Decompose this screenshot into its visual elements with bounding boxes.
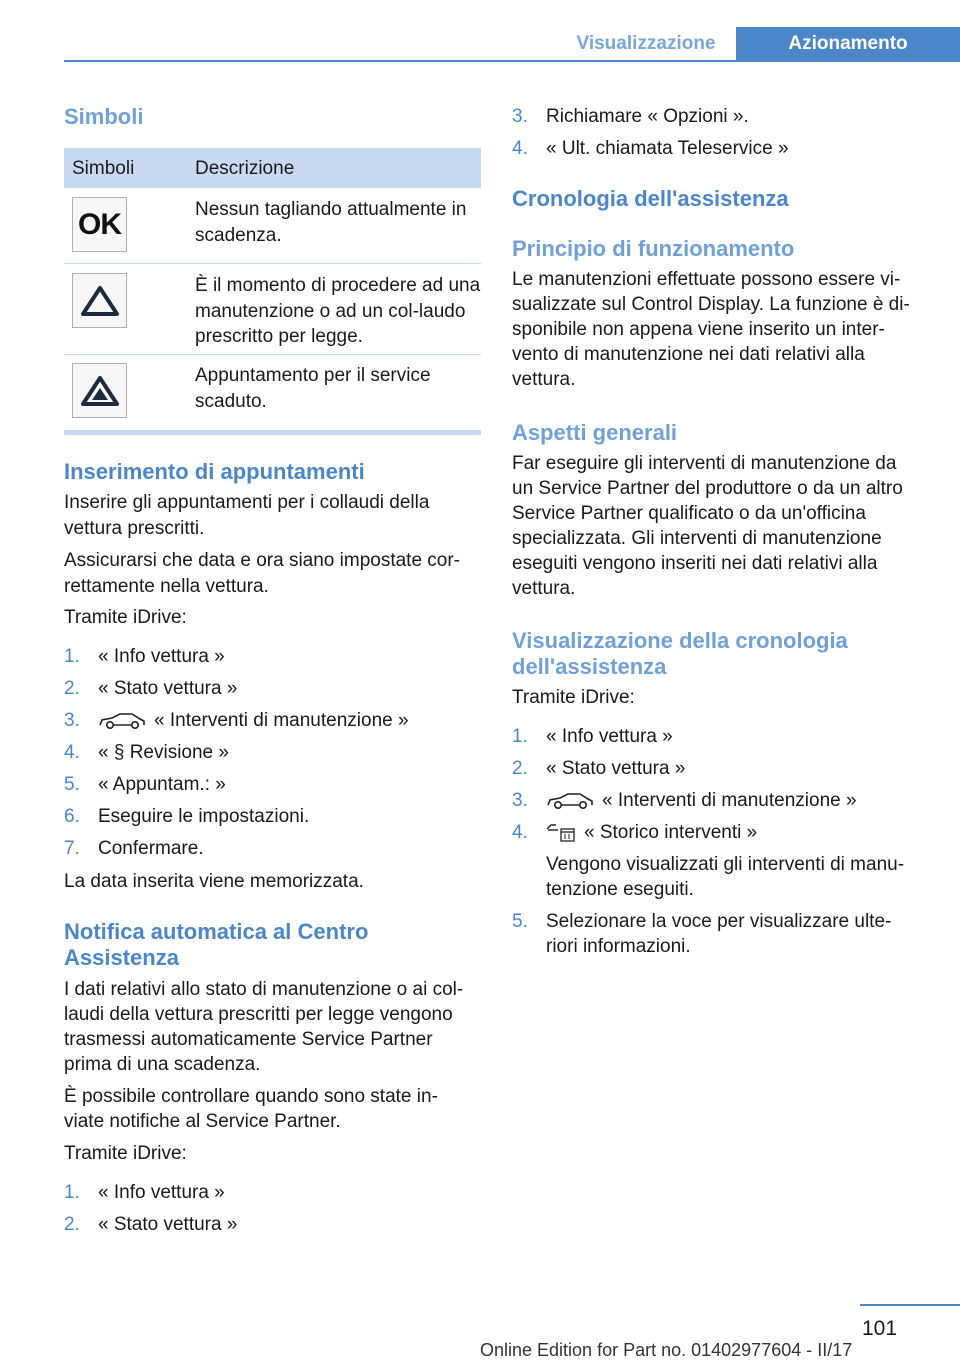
principle-line: vento di manutenzione nei dati relativi alla [512, 344, 865, 365]
general-line: vettura. [512, 578, 576, 599]
list-item: 4. « Ult. chiamata Teleservice » [512, 138, 789, 159]
notify-paragraph-1-line: I dati relativi allo stato di manutenzione o ai col- [64, 979, 464, 1000]
list-item: 5. « Appuntam.: » [64, 774, 226, 795]
footer-edition: Online Edition for Part no. 01402977604 - II/17 [480, 1340, 853, 1360]
list-item: 1. « Info vettura » [64, 646, 225, 667]
table-row [64, 355, 481, 431]
header-tab-azionamento[interactable]: Azionamento [736, 27, 960, 60]
list-item: 2. « Stato vettura » [512, 758, 686, 779]
principle-line: sponibile non appena viene inserito un inter- [512, 319, 885, 340]
list-item: 4. « § Revisione » [64, 742, 229, 763]
ok-icon: OK [72, 197, 127, 252]
display-title-line-2: dell'assistenza [512, 654, 667, 679]
teleservice-steps [512, 104, 928, 168]
list-item: 1. « Info vettura » [512, 726, 673, 747]
display-step4-sub-line: Vengono visualizzati gli interventi di manu- [546, 854, 905, 875]
list-item: 6. Eseguire le impostazioni. [64, 806, 310, 827]
general-title: Aspetti generali [512, 420, 678, 445]
list-item: 7. Confermare. [64, 838, 204, 859]
appointments-paragraph-2: Assicurarsi che data e ora siano impostate cor-rettamente nella vettura. [64, 550, 461, 597]
table-header-description: Descrizione [195, 158, 295, 179]
principle-line: Le manutenzioni effettuate possono essere vi- [512, 269, 901, 290]
display-step5-number: 5. [512, 911, 528, 932]
principle-line: vettura. [512, 369, 576, 390]
table-row [64, 188, 481, 264]
appointments-paragraph-3: Tramite iDrive: [64, 607, 187, 628]
display-step4-sub-line: tenzione eseguiti. [546, 879, 694, 900]
appointments-steps [64, 644, 481, 868]
display-step5-line: riori informazioni. [546, 936, 691, 957]
table-cell-description: Appuntamento per il service scaduto. [195, 365, 431, 412]
list-item: 2. « Stato vettura » [64, 1214, 238, 1235]
table-cell-description: Nessun tagliando attualmente in scadenza. [195, 199, 467, 246]
table-cell-description: È il momento di procedere ad una manutenzione o ad un col-laudo prescritto per legge. [195, 275, 481, 347]
history-title: Cronologia dell'assistenza [512, 186, 789, 211]
display-paragraph-1: Tramite iDrive: [512, 687, 635, 708]
service-history-icon [546, 823, 576, 843]
car-icon [98, 712, 146, 730]
page-number: 101 [862, 1317, 898, 1340]
general-line: Service Partner qualificato o da un'officina [512, 503, 866, 524]
table-bottom-rule [64, 430, 481, 435]
footer-divider [860, 1304, 960, 1306]
appointments-paragraph-1: Inserire gli appuntamenti per i collaudi della vettura prescritti. [64, 492, 430, 539]
notify-paragraph-1-line: prima di una scadenza. [64, 1054, 261, 1075]
warning-triangle-icon [72, 273, 127, 328]
principle-title: Principio di funzionamento [512, 236, 795, 261]
car-icon [546, 792, 594, 810]
display-title-line-1: Visualizzazione della cronologia [512, 628, 848, 653]
notify-title-line-1: Notifica automatica al Centro [64, 919, 369, 944]
general-line: un Service Partner del produttore o da un altro [512, 478, 903, 499]
general-line: eseguiti vengono inseriti nei dati relativi alla [512, 553, 878, 574]
display-step5-line: Selezionare la voce per visualizzare ulte- [546, 911, 892, 932]
principle-line: sualizzate sul Control Display. La funzione è di- [512, 294, 910, 315]
list-item: 2. « Stato vettura » [64, 678, 238, 699]
header-tab-visualizzazione[interactable]: Visualizzazione [576, 33, 716, 54]
symbols-title: Simboli [64, 104, 144, 129]
general-line: Far eseguire gli interventi di manutenzione da [512, 453, 897, 474]
notify-paragraph-3: Tramite iDrive: [64, 1143, 187, 1164]
list-item: 1. « Info vettura » [64, 1182, 225, 1203]
appointments-title: Inserimento di appuntamenti [64, 459, 365, 484]
notify-paragraph-2-line: È possibile controllare quando sono state in- [64, 1086, 438, 1107]
header-divider [64, 60, 960, 62]
list-item: 3. « Interventi di manutenzione » [64, 710, 409, 731]
display-steps [512, 724, 928, 852]
notify-steps [64, 1180, 481, 1244]
list-item: 4. « Storico interventi » [512, 822, 758, 843]
table-header-symbols: Simboli [72, 158, 135, 179]
list-item: 3. Richiamare « Opzioni ». [512, 106, 749, 127]
table-row [64, 264, 481, 355]
list-item: 3. « Interventi di manutenzione » [512, 790, 857, 811]
notify-paragraph-1-line: laudi della vettura prescritti per legge vengono [64, 1004, 453, 1025]
symbols-table [64, 148, 481, 412]
notify-paragraph-2-line: viate notifiche al Service Partner. [64, 1111, 341, 1132]
notify-paragraph-1-line: trasmessi automaticamente Service Partner [64, 1029, 433, 1050]
general-line: specializzata. Gli interventi di manutenzione [512, 528, 882, 549]
appointments-after: La data inserita viene memorizzata. [64, 871, 364, 892]
notify-title-line-2: Assistenza [64, 945, 179, 970]
warning-triangle-filled-icon [72, 363, 127, 418]
table-header [64, 148, 481, 188]
